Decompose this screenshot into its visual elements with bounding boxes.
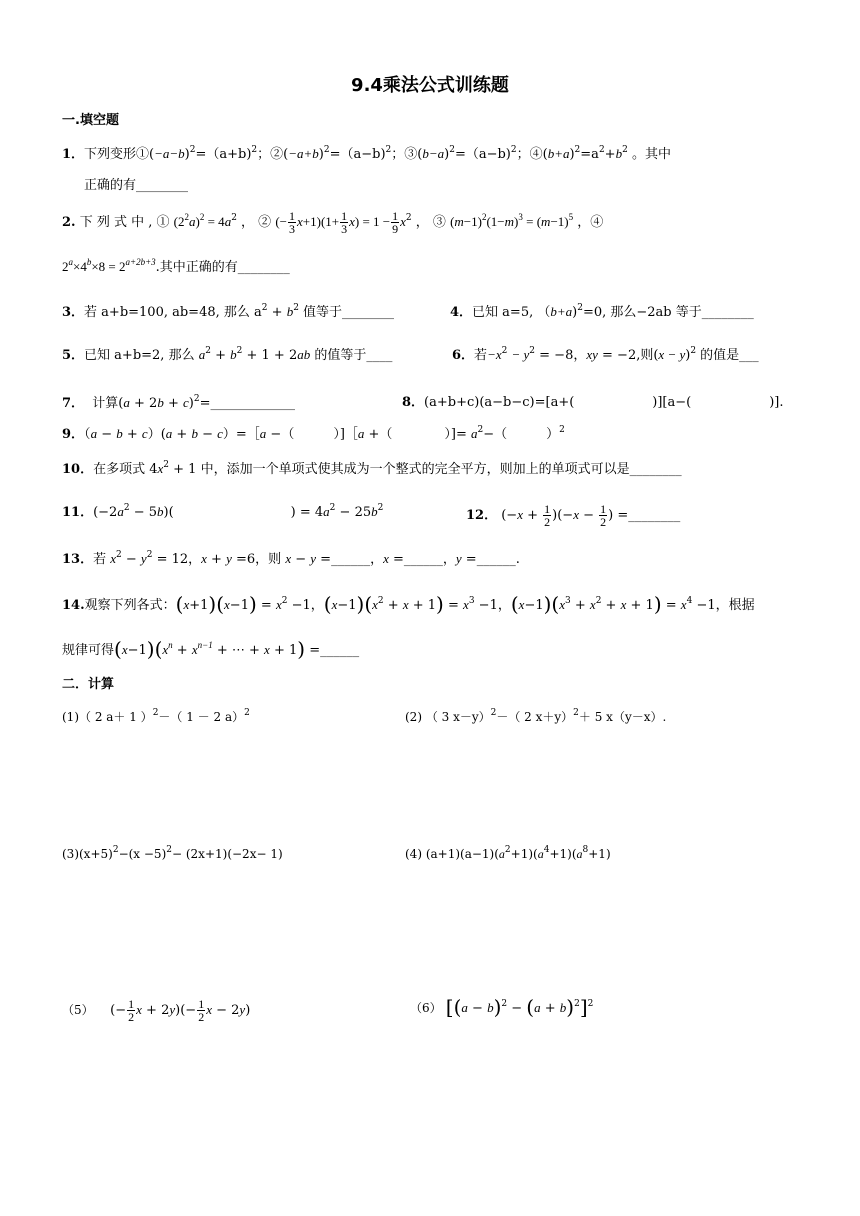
- question-13: 13．若 $x^2 - y^2 = 12$，x + y =6，则 x − y =______，x =______，y =______.: [62, 550, 520, 567]
- calc-problem-1: (1)（ 2 a＋ 1 ）$^2$－（ 1 － 2 a）$^2$: [62, 708, 250, 724]
- question-2: [62, 210, 603, 235]
- question-14: 14.观察下列各式：$(x+1)(x-1) = x^2 -1$，$(x-1)(x^2 + x + 1) = x^3 -1$，$(x-1)(x^3 + x^2 + x + 1) = x^4 -1$，根据: [62, 592, 755, 616]
- question-14-continued: 规律可得$(x-1)(x^n + x^{n-1}$ + ⋯ + x + 1) =______: [62, 637, 360, 661]
- question-11: 11．$(-2a^2 - 5b)$( ) = $4a^2 - 25b^2$: [62, 503, 384, 520]
- calc-problem-6: （6） $[(a - b)^2 - (a + b)^2]^2$: [410, 995, 594, 1019]
- question-3: 3．若 a+b=100, ab=48, 那么 $a^2 + b^2$ 值等于________: [62, 303, 395, 320]
- calc-problem-3: $(3)(x+5)^2-(x -5)^2- (2x+1)(-2x- 1)$: [62, 845, 283, 861]
- section-heading-fill-in: 一.填空题: [62, 113, 119, 128]
- question-8: 8．(a+b+c)(a−b−c)=[a+( )][a−( )].: [402, 395, 784, 410]
- question-11-number: 11．: [62, 505, 94, 520]
- question-4-number: 4．: [450, 305, 473, 320]
- question-10: 10．在多项式 $4x^2 + 1$ 中，添加一个单项式使其成为一个整式的完全平方，则加上的单项式可以是________: [62, 460, 682, 477]
- question-8-number: 8．: [402, 395, 425, 410]
- section-heading-compute: 二．计算: [62, 677, 115, 692]
- question-2-text: 下 列 式 中 , ① $(2^2a)^2 = 4a^2$ ， ② (− $\frac{1}{3}$ x+1)(1+ $\frac{1}{3}$ x) = 1 − $\frac{1}{9}$ $x^2$ ， ③ $(m-1)^2(1-m)^3 = (m-1)^5$ ，④: [79, 209, 604, 236]
- question-1: [62, 145, 671, 164]
- question-1-text: 下列变形$①(-a-b)^2=(a+b)^2$；$②(-a+b)^2=(a-b)^2$；$③(b-a)^2=(a-b)^2$；$④(b+a)^2=a^2+b^2$ 。其中: [84, 145, 671, 162]
- question-3-number: 3．: [62, 305, 85, 320]
- question-2-continued: $2^a\times 4^b\times 8 = 2^{a+2b+3}$.其中正确的有________: [62, 257, 290, 275]
- question-6: 6．若$-x^2 - y^2 = -8$，xy = −2,则$(x - y)^2$ 的值是___: [452, 346, 759, 363]
- question-4: 4．已知 a=5, （b+a)$^2$=0, 那么−2ab 等于________: [450, 303, 754, 320]
- question-13-number: 13．: [62, 552, 94, 567]
- question-5: 5．已知 a+b=2, 那么 $a^2 + b^2 + 1 + 2ab$ 的值等于____: [62, 346, 393, 363]
- question-2-number: 2.: [62, 215, 76, 230]
- question-10-number: 10．: [62, 462, 94, 477]
- question-1-number: 1．: [62, 147, 85, 162]
- question-14-number: 14.: [62, 598, 85, 613]
- question-9-number: 9．: [62, 427, 85, 442]
- question-7-number: 7．: [62, 396, 85, 411]
- question-7: 7． 计算$(a + 2b + c)^2=\_\_\_\_\_\_\_\_\_\_\_\_\_$: [62, 394, 295, 411]
- question-12: 12． (−x + $\frac{1}{2}$ )(−x − $\frac{1}{2}$ ) =________: [466, 502, 681, 529]
- calc-problem-5: （5） (− $\frac{1}{2}$ x + 2y)(− $\frac{1}{2}$ x − 2y): [62, 997, 251, 1024]
- question-6-number: 6．: [452, 348, 475, 363]
- question-1-continued: 正确的有________: [84, 178, 189, 193]
- calc-problem-4: (4) $(a+1)(a-1)(a^2+1)(a^4+1)(a^8+1)$: [405, 845, 611, 861]
- question-5-number: 5．: [62, 348, 85, 363]
- calc-problem-2: (2) （ 3 x－y）$^2$－（ 2 x＋y）$^2$＋ 5 x（y－x）.: [405, 708, 667, 724]
- question-9: 9．（a − b + c）(a + b − c）=［a −（ ）]［a +（ ）]= $a^2-$（ ）$^2$: [62, 425, 565, 442]
- page-title: 9.4乘法公式训练题: [351, 75, 509, 96]
- question-12-number: 12．: [466, 508, 498, 523]
